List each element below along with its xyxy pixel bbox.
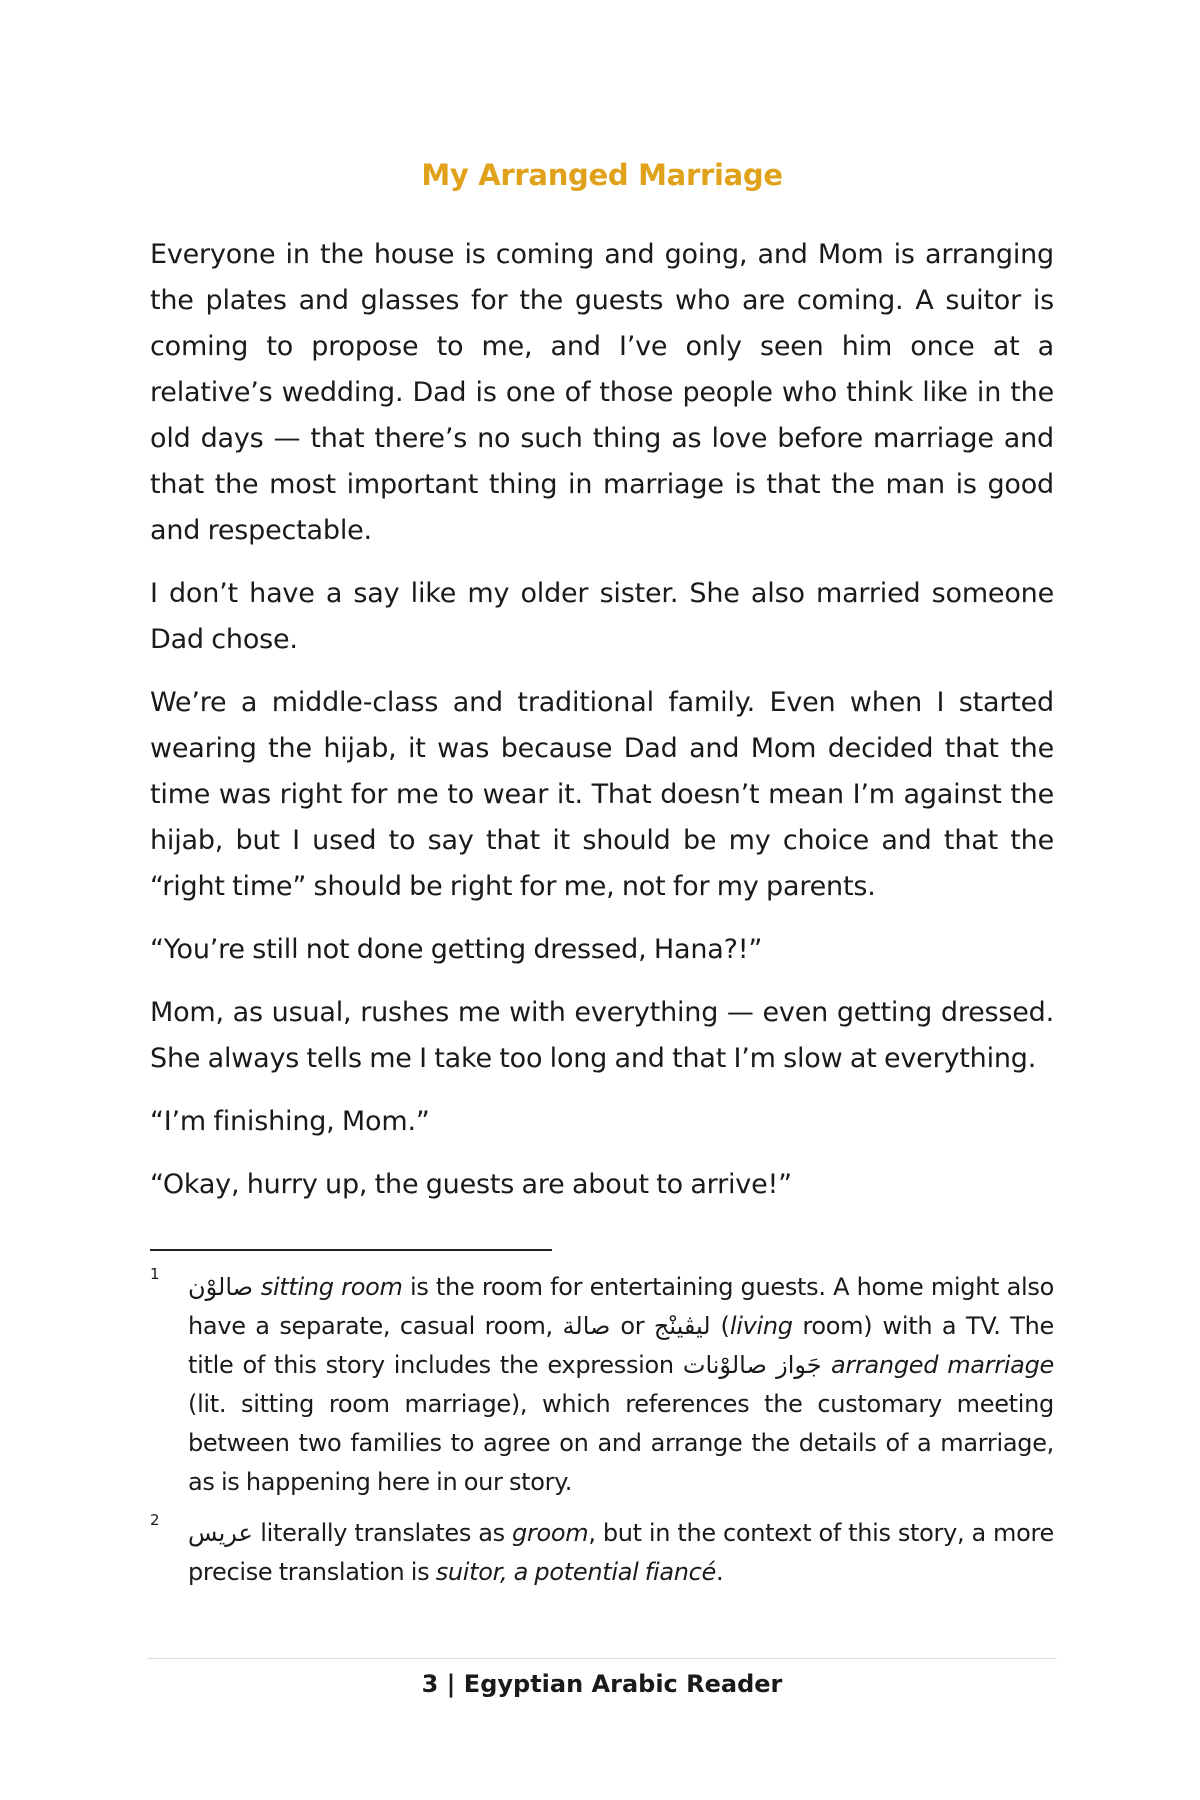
footnote-2: [150, 1511, 1055, 1592]
footnote-term: suitor, a potential fiancé: [435, 1558, 717, 1586]
paragraph-7: “Okay, hurry up, the guests are about to arrive!”: [150, 1169, 792, 1200]
paragraph-6: “I’m finishing, Mom.”: [150, 1106, 430, 1137]
paragraph-1: Everyone in the house is coming and going, and Mom is arranging the plates and glasses for the guests who are coming. A suitor is coming to propose to me, and I’ve only seen him once at a relative’s wedding. Dad is one of those people who think like in the old days — that there’s no such thing as love before marriage and that the most important thing in marriage is that the man is good and respectable.: [150, 239, 1054, 546]
footer-separator: |: [438, 1670, 464, 1698]
footnote-text: (: [710, 1312, 730, 1340]
paragraph-2: I don’t have a say like my older sister. She also married someone Dad chose.: [150, 578, 1054, 655]
footnote-divider: [150, 1249, 552, 1251]
footnote-number: 2: [150, 1511, 160, 1529]
arabic-term: صالوْن: [188, 1273, 254, 1301]
story-title: My Arranged Marriage: [421, 158, 783, 192]
arabic-term: عريس: [188, 1519, 253, 1547]
footnote-text: , but in the context of this story, a more precise translation is: [188, 1519, 1055, 1586]
footnote-text: literally translates as: [252, 1519, 512, 1547]
arabic-term: صالة: [562, 1312, 611, 1340]
footnote-text: or: [610, 1312, 654, 1340]
footnotes: [150, 1265, 1055, 1604]
footnote-text: (lit. sitting room marriage), which references the customary meeting between two families to agree on and arrange the details of a marriage, as is happening here in our story.: [188, 1390, 1054, 1496]
footnote-text: is the room for entertaining guests. A home might also have a separate, casual room,: [188, 1273, 1054, 1340]
paragraph-5: Mom, as usual, rushes me with everything — even getting dressed. She always tells me I take too long and that I’m slow at everything.: [150, 997, 1054, 1074]
footnote-term: groom: [512, 1519, 589, 1547]
paragraph-3: We’re a middle-class and traditional family. Even when I started wearing the hijab, it was because Dad and Mom decided that the time was right for me to wear it. That doesn’t mean I’m against the hijab, but I used to say that it should be my choice and that the “right time” should be right for me, not for my parents.: [150, 687, 1054, 902]
footnote-1: [150, 1265, 1054, 1502]
footnote-text: room) with a TV. The title of this story includes the expression: [188, 1312, 1054, 1379]
arabic-term: ليڤينْج: [653, 1312, 711, 1340]
page-number: 3: [421, 1670, 439, 1698]
book-page: [150, 0, 1054, 1800]
footnote-term: sitting room: [260, 1273, 403, 1301]
page-footer: [150, 1670, 1054, 1698]
footnote-number: 1: [150, 1265, 160, 1283]
story-body: [150, 232, 1054, 1225]
footnote-text: .: [716, 1558, 724, 1586]
footer-divider: [147, 1658, 1057, 1659]
book-title: Egyptian Arabic Reader: [463, 1670, 783, 1698]
footnote-term: living: [729, 1312, 793, 1340]
paragraph-4: “You’re still not done getting dressed, Hana?!”: [150, 934, 763, 965]
footnote-term: arranged marriage: [830, 1351, 1054, 1379]
arabic-term: جَواز صالوْنات: [682, 1351, 822, 1379]
